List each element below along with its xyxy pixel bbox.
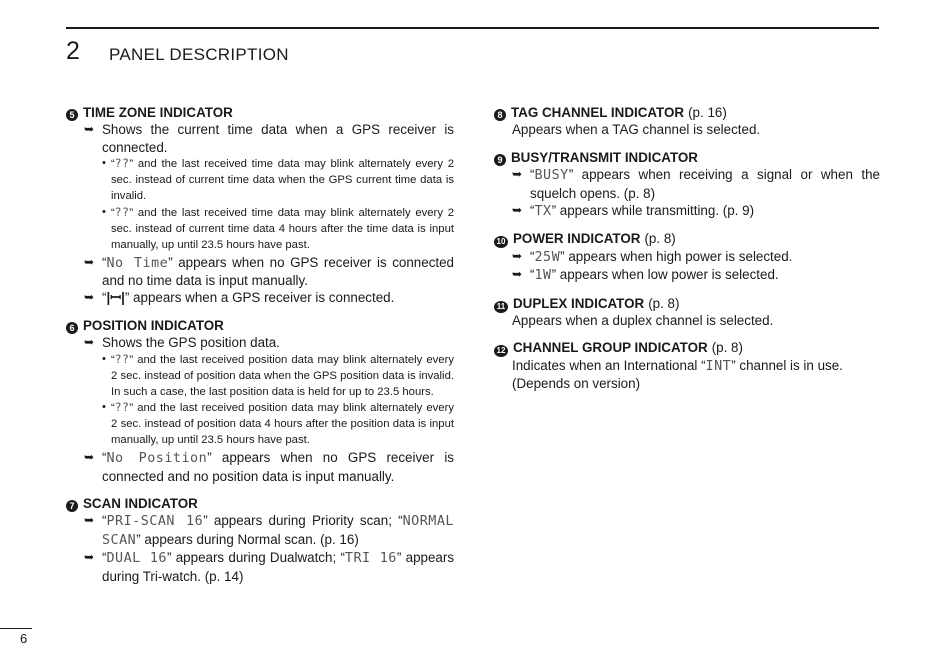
lcd-text: ?? bbox=[114, 157, 130, 171]
item-text: “25W” appears when high power is selected. bbox=[530, 248, 793, 265]
arrow-item bbox=[494, 166, 880, 202]
arrow-icon: ➥ bbox=[84, 450, 95, 465]
lcd-text: No Time bbox=[106, 255, 169, 271]
circled-number: 9 bbox=[494, 154, 506, 166]
arrow-icon: ➥ bbox=[512, 267, 523, 282]
lcd-text: INT bbox=[705, 358, 732, 374]
section-heading bbox=[494, 149, 880, 166]
circled-number: 5 bbox=[66, 109, 78, 121]
section-power bbox=[494, 230, 880, 284]
arrow-icon: ➥ bbox=[84, 122, 95, 137]
item-text: “|ꟷ|” appears when a GPS receiver is connected. bbox=[102, 290, 395, 306]
section-title: BUSY/TRANSMIT INDICATOR bbox=[511, 149, 698, 165]
arrow-icon: ➥ bbox=[84, 513, 95, 528]
item-text: Shows the current time data when a GPS receiver is connected. bbox=[102, 122, 454, 155]
chapter-number: 2 bbox=[66, 37, 80, 65]
section-tag-channel bbox=[494, 104, 880, 139]
header-rule bbox=[66, 27, 879, 29]
page-number: 6 bbox=[20, 631, 28, 646]
item-text: “??” and the last received position data may blink alternately every 2 sec. instead of position data 4 hours after the position data is input manually, up until 23.5 hours have past. bbox=[111, 401, 454, 447]
section-heading bbox=[494, 339, 880, 356]
arrow-icon: ➥ bbox=[512, 248, 523, 263]
page-reference: (p. 8) bbox=[648, 295, 680, 311]
page-reference: (p. 8) bbox=[711, 340, 743, 356]
section-text: Indicates when an International “INT” channel is in use. (Depends on version) bbox=[512, 357, 843, 392]
item-text: “??” and the last received time data may blink alternately every 2 sec. instead of current time data 4 hours after the time data is input manually, up until 23.5 hours have past. bbox=[111, 205, 454, 251]
arrow-item bbox=[494, 266, 880, 284]
lcd-text: ?? bbox=[114, 205, 130, 219]
item-text: “PRI-SCAN 16” appears during Priority scan; “NORMAL SCAN” appears during Normal scan. (p. 16) bbox=[102, 513, 454, 548]
item-text: Shows the GPS position data. bbox=[102, 335, 280, 351]
bullet-item bbox=[66, 156, 454, 205]
arrow-icon: ➥ bbox=[84, 254, 95, 269]
circled-number: 6 bbox=[66, 322, 78, 334]
bullet-item bbox=[66, 352, 454, 401]
bullet-icon: • bbox=[102, 205, 106, 218]
arrow-icon: ➥ bbox=[512, 203, 523, 218]
section-title: TIME ZONE INDICATOR bbox=[83, 105, 233, 120]
arrow-item bbox=[66, 289, 454, 306]
circled-number: 8 bbox=[494, 109, 506, 121]
lcd-text: ?? bbox=[114, 352, 130, 366]
section-heading bbox=[494, 230, 880, 247]
section-heading bbox=[494, 104, 880, 121]
circled-number: 11 bbox=[494, 301, 508, 313]
arrow-item bbox=[66, 512, 454, 549]
arrow-icon: ➥ bbox=[84, 335, 95, 350]
section-text: Appears when a duplex channel is selected. bbox=[512, 313, 774, 329]
arrow-item bbox=[494, 202, 880, 220]
left-column bbox=[66, 104, 454, 595]
section-position bbox=[66, 317, 454, 485]
section-title: POWER INDICATOR bbox=[513, 231, 641, 247]
chapter-title: PANEL DESCRIPTION bbox=[109, 45, 289, 64]
section-scan bbox=[66, 495, 454, 585]
page-reference: (p. 8) bbox=[644, 231, 676, 247]
right-column bbox=[494, 104, 880, 403]
section-channel-group bbox=[494, 339, 880, 392]
lcd-text: DUAL 16 bbox=[106, 551, 167, 567]
arrow-item bbox=[66, 121, 454, 156]
gps-icon: |ꟷ| bbox=[106, 290, 125, 306]
bullet-icon: • bbox=[102, 157, 106, 170]
section-text: Appears when a TAG channel is selected. bbox=[512, 122, 761, 138]
arrow-item bbox=[494, 248, 880, 266]
page-reference: (p. 16) bbox=[688, 105, 727, 120]
bullet-item bbox=[66, 400, 454, 449]
circled-number: 10 bbox=[494, 236, 508, 248]
arrow-icon: ➥ bbox=[84, 550, 95, 565]
footer-rule bbox=[0, 628, 32, 629]
section-busy-transmit bbox=[494, 149, 880, 221]
arrow-item bbox=[66, 449, 454, 485]
section-title: CHANNEL GROUP INDICATOR bbox=[513, 340, 708, 356]
arrow-item bbox=[66, 334, 454, 351]
item-text: “1W” appears when low power is selected. bbox=[530, 267, 779, 284]
lcd-text: TRI 16 bbox=[344, 551, 397, 567]
section-time-zone bbox=[66, 104, 454, 307]
lcd-text: BUSY bbox=[534, 168, 569, 184]
bullet-item bbox=[66, 205, 454, 254]
section-heading bbox=[66, 317, 454, 334]
lcd-text: TX bbox=[534, 204, 552, 220]
arrow-item bbox=[66, 549, 454, 585]
lcd-text: 1W bbox=[534, 268, 552, 284]
lcd-text: No Position bbox=[106, 451, 208, 467]
item-text: “??” and the last received position data may blink alternately every 2 sec. instead of position data when the GPS position data is invalid. In such a case, the last position data is held for up to 23.5 hours. bbox=[111, 352, 454, 398]
item-text: “No Time” appears when no GPS receiver is connected and no time data is input manually. bbox=[102, 254, 455, 289]
arrow-icon: ➥ bbox=[512, 167, 523, 182]
bullet-icon: • bbox=[102, 401, 106, 414]
lcd-text: 25W bbox=[534, 249, 561, 265]
item-text: “No Position” appears when no GPS receiver is connected and no position data is input manually. bbox=[102, 450, 455, 484]
section-title: SCAN INDICATOR bbox=[83, 495, 198, 511]
section-title: DUPLEX INDICATOR bbox=[513, 295, 645, 311]
item-text: “??” and the last received time data may blink alternately every 2 sec. instead of current time data when the GPS current time data is invalid. bbox=[111, 157, 454, 203]
section-heading bbox=[494, 295, 880, 312]
section-heading bbox=[66, 495, 454, 512]
section-title: POSITION INDICATOR bbox=[83, 317, 224, 333]
circled-number: 12 bbox=[494, 345, 508, 357]
circled-number: 7 bbox=[66, 500, 78, 512]
bullet-icon: • bbox=[102, 352, 106, 365]
section-title: TAG CHANNEL INDICATOR bbox=[511, 105, 685, 120]
lcd-text: NORMAL SCAN bbox=[102, 514, 454, 548]
section-duplex bbox=[494, 295, 880, 330]
arrow-icon: ➥ bbox=[84, 290, 95, 305]
item-text: “TX” appears while transmitting. (p. 9) bbox=[530, 203, 755, 220]
arrow-item bbox=[66, 254, 454, 290]
item-text: “BUSY” appears when receiving a signal or when the squelch opens. (p. 8) bbox=[530, 167, 880, 201]
lcd-text: PRI-SCAN 16 bbox=[106, 514, 204, 530]
section-heading bbox=[66, 104, 454, 121]
lcd-text: ?? bbox=[114, 401, 130, 415]
item-text: “DUAL 16” appears during Dualwatch; “TRI 16” appears during Tri-watch. (p. 14) bbox=[102, 550, 455, 584]
